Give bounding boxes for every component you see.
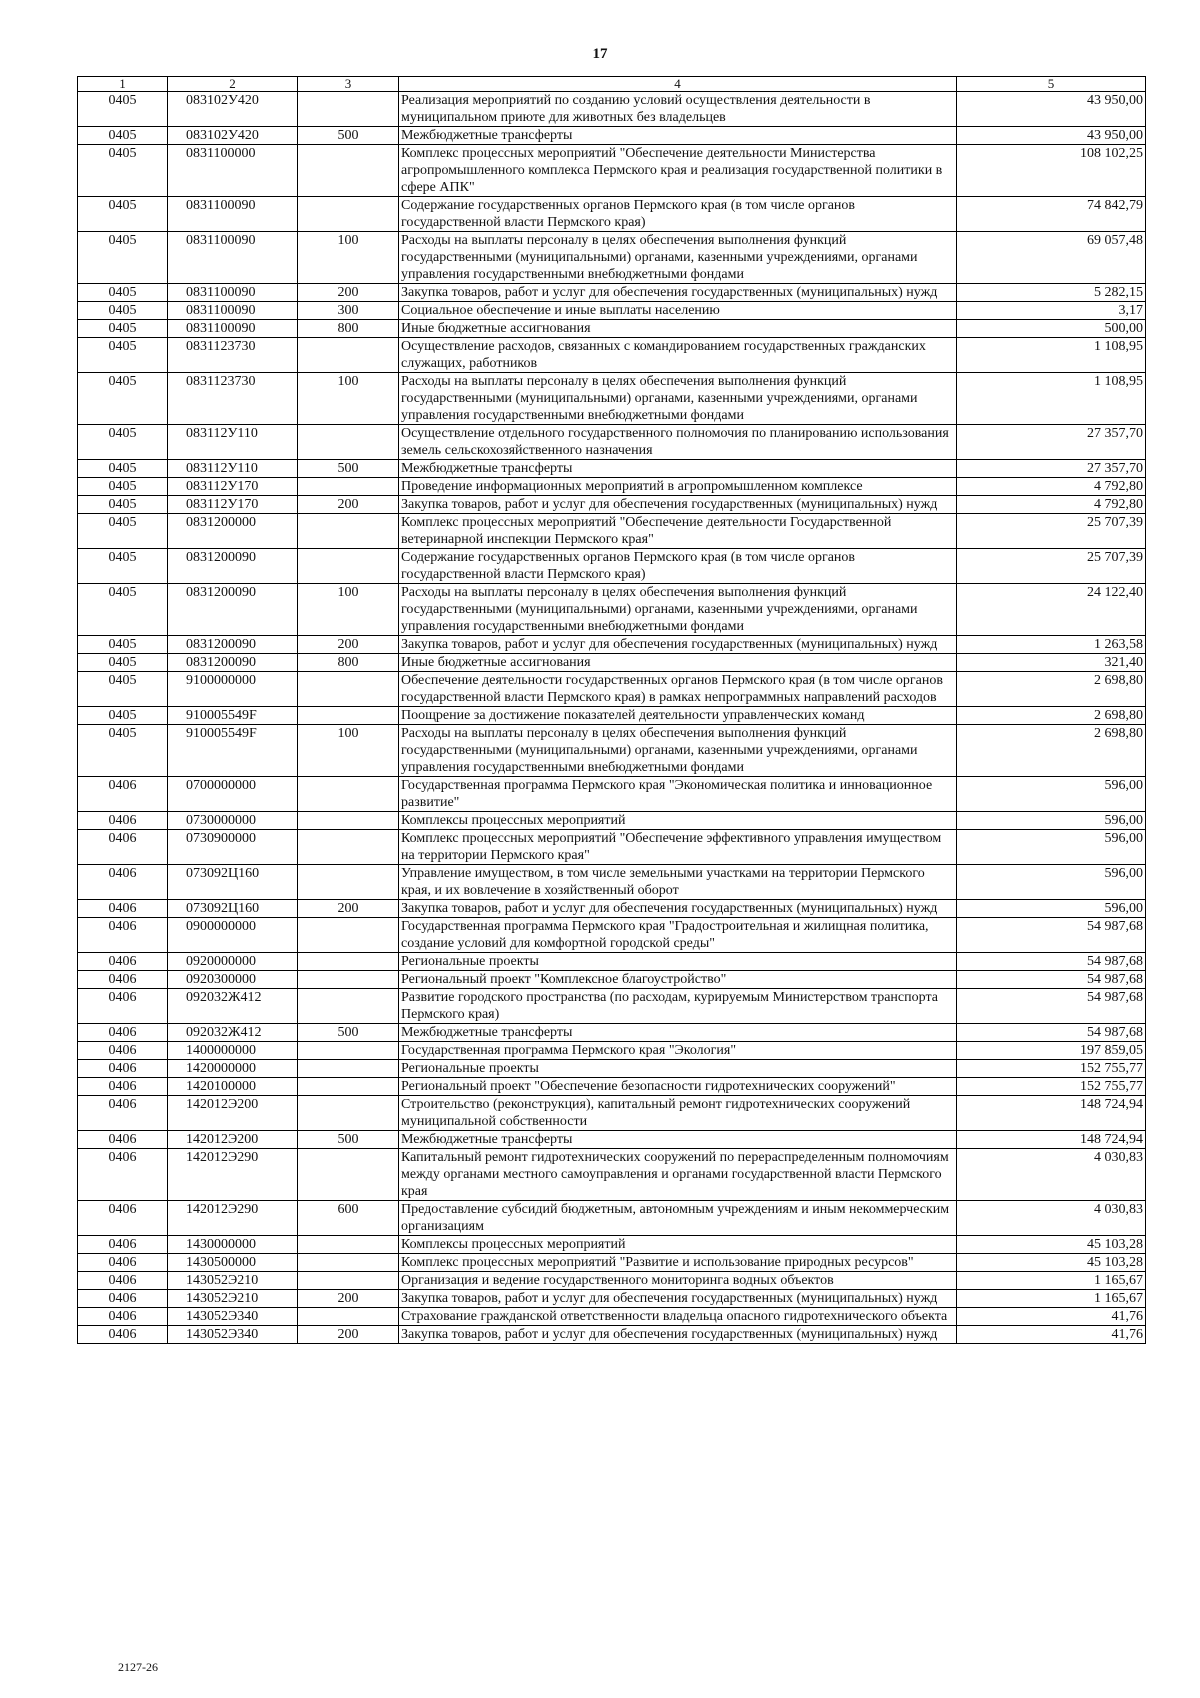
amount-cell: 5 282,15 bbox=[957, 284, 1146, 302]
table-row bbox=[78, 1272, 1146, 1290]
target-code-cell: 143052Э340 bbox=[168, 1308, 298, 1326]
target-code-cell: 142012Э200 bbox=[168, 1131, 298, 1149]
target-code-cell: 1430000000 bbox=[168, 1236, 298, 1254]
table-row bbox=[78, 197, 1146, 232]
table-row bbox=[78, 1308, 1146, 1326]
section-code-cell: 0405 bbox=[78, 338, 168, 373]
expense-type-cell bbox=[298, 1236, 399, 1254]
description-cell: Реализация мероприятий по созданию условий осуществления деятельности в муниципальном приюте для животных без владельцев bbox=[399, 92, 957, 127]
description-cell: Поощрение за достижение показателей деятельности управленческих команд bbox=[399, 707, 957, 725]
amount-cell: 2 698,80 bbox=[957, 725, 1146, 777]
description-cell: Расходы на выплаты персоналу в целях обеспечения выполнения функций государственными (муниципальными) органами, казенными учреждениями, органами управления государственными внебюджетными фондами bbox=[399, 232, 957, 284]
table-row bbox=[78, 725, 1146, 777]
amount-cell: 108 102,25 bbox=[957, 145, 1146, 197]
description-cell: Государственная программа Пермского края "Градостроительная и жилищная политика, создание условий для комфортной городской среды" bbox=[399, 918, 957, 953]
section-code-cell: 0406 bbox=[78, 1149, 168, 1201]
amount-cell: 1 165,67 bbox=[957, 1272, 1146, 1290]
description-cell: Комплекс процессных мероприятий "Обеспечение деятельности Государственной ветеринарной инспекции Пермского края" bbox=[399, 514, 957, 549]
section-code-cell: 0406 bbox=[78, 1326, 168, 1344]
description-cell: Комплекс процессных мероприятий "Развитие и использование природных ресурсов" bbox=[399, 1254, 957, 1272]
description-cell: Комплексы процессных мероприятий bbox=[399, 812, 957, 830]
section-code-cell: 0406 bbox=[78, 1096, 168, 1131]
document-code: 2127-26 bbox=[118, 1660, 158, 1674]
table-row bbox=[78, 654, 1146, 672]
amount-cell: 596,00 bbox=[957, 777, 1146, 812]
amount-cell: 4 792,80 bbox=[957, 496, 1146, 514]
description-cell: Закупка товаров, работ и услуг для обеспечения государственных (муниципальных) нужд bbox=[399, 496, 957, 514]
expense-type-cell: 800 bbox=[298, 654, 399, 672]
amount-cell: 596,00 bbox=[957, 830, 1146, 865]
section-code-cell: 0405 bbox=[78, 145, 168, 197]
expense-type-cell: 200 bbox=[298, 1326, 399, 1344]
expense-type-cell: 200 bbox=[298, 900, 399, 918]
column-header-4: 4 bbox=[399, 77, 957, 92]
section-code-cell: 0406 bbox=[78, 900, 168, 918]
amount-cell: 45 103,28 bbox=[957, 1236, 1146, 1254]
table-row bbox=[78, 865, 1146, 900]
amount-cell: 596,00 bbox=[957, 900, 1146, 918]
section-code-cell: 0406 bbox=[78, 1236, 168, 1254]
table-row bbox=[78, 1131, 1146, 1149]
description-cell: Расходы на выплаты персоналу в целях обеспечения выполнения функций государственными (муниципальными) органами, казенными учреждениями, органами управления государственными внебюджетными фондами bbox=[399, 584, 957, 636]
amount-cell: 4 792,80 bbox=[957, 478, 1146, 496]
section-code-cell: 0405 bbox=[78, 654, 168, 672]
description-cell: Закупка товаров, работ и услуг для обеспечения государственных (муниципальных) нужд bbox=[399, 284, 957, 302]
section-code-cell: 0406 bbox=[78, 830, 168, 865]
description-cell: Предоставление субсидий бюджетным, автономным учреждениям и иным некоммерческим организациям bbox=[399, 1201, 957, 1236]
amount-cell: 54 987,68 bbox=[957, 971, 1146, 989]
amount-cell: 1 108,95 bbox=[957, 373, 1146, 425]
amount-cell: 54 987,68 bbox=[957, 989, 1146, 1024]
expense-type-cell bbox=[298, 918, 399, 953]
amount-cell: 54 987,68 bbox=[957, 1024, 1146, 1042]
table-row bbox=[78, 918, 1146, 953]
section-code-cell: 0405 bbox=[78, 672, 168, 707]
description-cell: Осуществление отдельного государственного полномочия по планированию использования земель сельскохозяйственного назначения bbox=[399, 425, 957, 460]
target-code-cell: 0831100090 bbox=[168, 284, 298, 302]
description-cell: Развитие городского пространства (по расходам, курируемым Министерством транспорта Пермского края) bbox=[399, 989, 957, 1024]
amount-cell: 43 950,00 bbox=[957, 92, 1146, 127]
table-row bbox=[78, 1236, 1146, 1254]
budget-table bbox=[77, 76, 1146, 1344]
section-code-cell: 0405 bbox=[78, 92, 168, 127]
target-code-cell: 1420000000 bbox=[168, 1060, 298, 1078]
target-code-cell: 910005549F bbox=[168, 725, 298, 777]
section-code-cell: 0405 bbox=[78, 707, 168, 725]
table-row bbox=[78, 777, 1146, 812]
description-cell: Государственная программа Пермского края "Экономическая политика и инновационное развитие" bbox=[399, 777, 957, 812]
target-code-cell: 083102У420 bbox=[168, 92, 298, 127]
expense-type-cell bbox=[298, 1308, 399, 1326]
amount-cell: 27 357,70 bbox=[957, 425, 1146, 460]
expense-type-cell bbox=[298, 1060, 399, 1078]
section-code-cell: 0406 bbox=[78, 918, 168, 953]
expense-type-cell bbox=[298, 830, 399, 865]
target-code-cell: 092032Ж412 bbox=[168, 989, 298, 1024]
section-code-cell: 0405 bbox=[78, 127, 168, 145]
section-code-cell: 0406 bbox=[78, 1042, 168, 1060]
expense-type-cell: 600 bbox=[298, 1201, 399, 1236]
amount-cell: 41,76 bbox=[957, 1308, 1146, 1326]
amount-cell: 1 165,67 bbox=[957, 1290, 1146, 1308]
description-cell: Межбюджетные трансферты bbox=[399, 1024, 957, 1042]
description-cell: Региональный проект "Обеспечение безопасности гидротехнических сооружений" bbox=[399, 1078, 957, 1096]
amount-cell: 152 755,77 bbox=[957, 1078, 1146, 1096]
description-cell: Закупка товаров, работ и услуг для обеспечения государственных (муниципальных) нужд bbox=[399, 1290, 957, 1308]
table-row bbox=[78, 1096, 1146, 1131]
section-code-cell: 0405 bbox=[78, 514, 168, 549]
amount-cell: 152 755,77 bbox=[957, 1060, 1146, 1078]
expense-type-cell: 100 bbox=[298, 232, 399, 284]
section-code-cell: 0406 bbox=[78, 777, 168, 812]
section-code-cell: 0405 bbox=[78, 496, 168, 514]
expense-type-cell bbox=[298, 1078, 399, 1096]
target-code-cell: 083112У170 bbox=[168, 496, 298, 514]
description-cell: Содержание государственных органов Пермского края (в том числе органов государственной власти Пермского края) bbox=[399, 197, 957, 232]
expense-type-cell bbox=[298, 971, 399, 989]
expense-type-cell: 100 bbox=[298, 584, 399, 636]
target-code-cell: 0831200090 bbox=[168, 654, 298, 672]
expense-type-cell bbox=[298, 953, 399, 971]
description-cell: Комплекс процессных мероприятий "Обеспечение деятельности Министерства агропромышленного комплекса Пермского края и реализация государственной политики в сфере АПК" bbox=[399, 145, 957, 197]
section-code-cell: 0405 bbox=[78, 302, 168, 320]
description-cell: Иные бюджетные ассигнования bbox=[399, 654, 957, 672]
section-code-cell: 0406 bbox=[78, 1024, 168, 1042]
expense-type-cell bbox=[298, 1272, 399, 1290]
section-code-cell: 0405 bbox=[78, 284, 168, 302]
description-cell: Комплексы процессных мероприятий bbox=[399, 1236, 957, 1254]
section-code-cell: 0406 bbox=[78, 865, 168, 900]
section-code-cell: 0406 bbox=[78, 1290, 168, 1308]
section-code-cell: 0405 bbox=[78, 197, 168, 232]
expense-type-cell bbox=[298, 145, 399, 197]
expense-type-cell bbox=[298, 865, 399, 900]
amount-cell: 45 103,28 bbox=[957, 1254, 1146, 1272]
description-cell: Комплекс процессных мероприятий "Обеспечение эффективного управления имуществом на территории Пермского края" bbox=[399, 830, 957, 865]
target-code-cell: 143052Э210 bbox=[168, 1290, 298, 1308]
target-code-cell: 910005549F bbox=[168, 707, 298, 725]
expense-type-cell bbox=[298, 812, 399, 830]
amount-cell: 2 698,80 bbox=[957, 672, 1146, 707]
description-cell: Строительство (реконструкция), капитальный ремонт гидротехнических сооружений муниципальной собственности bbox=[399, 1096, 957, 1131]
amount-cell: 148 724,94 bbox=[957, 1131, 1146, 1149]
expense-type-cell bbox=[298, 197, 399, 232]
description-cell: Региональные проекты bbox=[399, 1060, 957, 1078]
expense-type-cell bbox=[298, 425, 399, 460]
table-row bbox=[78, 1060, 1146, 1078]
description-cell: Страхование гражданской ответственности владельца опасного гидротехнического объекта bbox=[399, 1308, 957, 1326]
description-cell: Межбюджетные трансферты bbox=[399, 460, 957, 478]
target-code-cell: 0700000000 bbox=[168, 777, 298, 812]
table-row bbox=[78, 900, 1146, 918]
section-code-cell: 0405 bbox=[78, 478, 168, 496]
description-cell: Закупка товаров, работ и услуг для обеспечения государственных (муниципальных) нужд bbox=[399, 900, 957, 918]
table-row bbox=[78, 496, 1146, 514]
table-row bbox=[78, 1024, 1146, 1042]
amount-cell: 148 724,94 bbox=[957, 1096, 1146, 1131]
table-row bbox=[78, 1326, 1146, 1344]
amount-cell: 41,76 bbox=[957, 1326, 1146, 1344]
table-row bbox=[78, 1042, 1146, 1060]
description-cell: Расходы на выплаты персоналу в целях обеспечения выполнения функций государственными (муниципальными) органами, казенными учреждениями, органами управления государственными внебюджетными фондами bbox=[399, 373, 957, 425]
section-code-cell: 0406 bbox=[78, 1308, 168, 1326]
expense-type-cell: 300 bbox=[298, 302, 399, 320]
table-row bbox=[78, 92, 1146, 127]
section-code-cell: 0405 bbox=[78, 636, 168, 654]
target-code-cell: 142012Э290 bbox=[168, 1201, 298, 1236]
target-code-cell: 0831123730 bbox=[168, 373, 298, 425]
expense-type-cell bbox=[298, 92, 399, 127]
expense-type-cell bbox=[298, 549, 399, 584]
table-row bbox=[78, 830, 1146, 865]
target-code-cell: 073092Ц160 bbox=[168, 900, 298, 918]
target-code-cell: 0730900000 bbox=[168, 830, 298, 865]
section-code-cell: 0406 bbox=[78, 971, 168, 989]
expense-type-cell: 500 bbox=[298, 1131, 399, 1149]
table-row bbox=[78, 1254, 1146, 1272]
target-code-cell: 1430500000 bbox=[168, 1254, 298, 1272]
expense-type-cell bbox=[298, 1254, 399, 1272]
target-code-cell: 0831123730 bbox=[168, 338, 298, 373]
expense-type-cell: 100 bbox=[298, 373, 399, 425]
table-row bbox=[78, 425, 1146, 460]
section-code-cell: 0405 bbox=[78, 549, 168, 584]
target-code-cell: 0831100000 bbox=[168, 145, 298, 197]
expense-type-cell bbox=[298, 1149, 399, 1201]
table-row bbox=[78, 145, 1146, 197]
expense-type-cell: 200 bbox=[298, 636, 399, 654]
description-cell: Капитальный ремонт гидротехнических сооружений по перераспределенным полномочиям между органами местного самоуправления и органами государственной власти Пермского края bbox=[399, 1149, 957, 1201]
header-row bbox=[78, 77, 1146, 92]
table-row bbox=[78, 812, 1146, 830]
expense-type-cell: 100 bbox=[298, 725, 399, 777]
section-code-cell: 0406 bbox=[78, 1272, 168, 1290]
description-cell: Организация и ведение государственного мониторинга водных объектов bbox=[399, 1272, 957, 1290]
description-cell: Межбюджетные трансферты bbox=[399, 127, 957, 145]
target-code-cell: 0900000000 bbox=[168, 918, 298, 953]
description-cell: Закупка товаров, работ и услуг для обеспечения государственных (муниципальных) нужд bbox=[399, 636, 957, 654]
target-code-cell: 0831200000 bbox=[168, 514, 298, 549]
table-row bbox=[78, 989, 1146, 1024]
table-row bbox=[78, 707, 1146, 725]
section-code-cell: 0406 bbox=[78, 1131, 168, 1149]
amount-cell: 596,00 bbox=[957, 865, 1146, 900]
section-code-cell: 0405 bbox=[78, 584, 168, 636]
expense-type-cell bbox=[298, 478, 399, 496]
table-row bbox=[78, 1149, 1146, 1201]
section-code-cell: 0405 bbox=[78, 460, 168, 478]
expense-type-cell: 200 bbox=[298, 496, 399, 514]
description-cell: Расходы на выплаты персоналу в целях обеспечения выполнения функций государственными (муниципальными) органами, казенными учреждениями, органами управления государственными внебюджетными фондами bbox=[399, 725, 957, 777]
amount-cell: 4 030,83 bbox=[957, 1149, 1146, 1201]
description-cell: Межбюджетные трансферты bbox=[399, 1131, 957, 1149]
table-row bbox=[78, 971, 1146, 989]
target-code-cell: 0831200090 bbox=[168, 584, 298, 636]
description-cell: Иные бюджетные ассигнования bbox=[399, 320, 957, 338]
expense-type-cell bbox=[298, 672, 399, 707]
amount-cell: 321,40 bbox=[957, 654, 1146, 672]
target-code-cell: 083112У110 bbox=[168, 425, 298, 460]
amount-cell: 596,00 bbox=[957, 812, 1146, 830]
target-code-cell: 1420100000 bbox=[168, 1078, 298, 1096]
target-code-cell: 0920000000 bbox=[168, 953, 298, 971]
expense-type-cell bbox=[298, 514, 399, 549]
expense-type-cell: 500 bbox=[298, 1024, 399, 1042]
section-code-cell: 0406 bbox=[78, 1254, 168, 1272]
section-code-cell: 0406 bbox=[78, 953, 168, 971]
target-code-cell: 073092Ц160 bbox=[168, 865, 298, 900]
section-code-cell: 0406 bbox=[78, 812, 168, 830]
table-row bbox=[78, 1078, 1146, 1096]
table-row bbox=[78, 320, 1146, 338]
expense-type-cell: 200 bbox=[298, 1290, 399, 1308]
description-cell: Региональные проекты bbox=[399, 953, 957, 971]
section-code-cell: 0405 bbox=[78, 425, 168, 460]
description-cell: Управление имуществом, в том числе земельными участками на территории Пермского края, и их вовлечение в хозяйственный оборот bbox=[399, 865, 957, 900]
table-row bbox=[78, 338, 1146, 373]
amount-cell: 43 950,00 bbox=[957, 127, 1146, 145]
amount-cell: 4 030,83 bbox=[957, 1201, 1146, 1236]
description-cell: Осуществление расходов, связанных с командированием государственных гражданских служащих, работников bbox=[399, 338, 957, 373]
target-code-cell: 0831200090 bbox=[168, 636, 298, 654]
description-cell: Обеспечение деятельности государственных органов Пермского края (в том числе органов государственной власти Пермского края) в рамках непрограммных направлений расходов bbox=[399, 672, 957, 707]
description-cell: Содержание государственных органов Пермского края (в том числе органов государственной власти Пермского края) bbox=[399, 549, 957, 584]
section-code-cell: 0406 bbox=[78, 1201, 168, 1236]
expense-type-cell bbox=[298, 1042, 399, 1060]
target-code-cell: 0831100090 bbox=[168, 320, 298, 338]
column-header-5: 5 bbox=[957, 77, 1146, 92]
target-code-cell: 143052Э340 bbox=[168, 1326, 298, 1344]
amount-cell: 1 263,58 bbox=[957, 636, 1146, 654]
target-code-cell: 0831100090 bbox=[168, 232, 298, 284]
description-cell: Государственная программа Пермского края "Экология" bbox=[399, 1042, 957, 1060]
target-code-cell: 083112У110 bbox=[168, 460, 298, 478]
table-row bbox=[78, 584, 1146, 636]
column-header-2: 2 bbox=[168, 77, 298, 92]
amount-cell: 3,17 bbox=[957, 302, 1146, 320]
page-number: 17 bbox=[592, 46, 608, 62]
expense-type-cell bbox=[298, 1096, 399, 1131]
section-code-cell: 0405 bbox=[78, 320, 168, 338]
table-row bbox=[78, 284, 1146, 302]
table-row bbox=[78, 127, 1146, 145]
column-header-3: 3 bbox=[298, 77, 399, 92]
target-code-cell: 083102У420 bbox=[168, 127, 298, 145]
table-row bbox=[78, 302, 1146, 320]
amount-cell: 2 698,80 bbox=[957, 707, 1146, 725]
table-row bbox=[78, 953, 1146, 971]
table-row bbox=[78, 460, 1146, 478]
table-row bbox=[78, 514, 1146, 549]
amount-cell: 197 859,05 bbox=[957, 1042, 1146, 1060]
expense-type-cell: 200 bbox=[298, 284, 399, 302]
description-cell: Социальное обеспечение и иные выплаты населению bbox=[399, 302, 957, 320]
section-code-cell: 0406 bbox=[78, 989, 168, 1024]
amount-cell: 27 357,70 bbox=[957, 460, 1146, 478]
description-cell: Проведение информационных мероприятий в агропромышленном комплексе bbox=[399, 478, 957, 496]
target-code-cell: 0730000000 bbox=[168, 812, 298, 830]
amount-cell: 25 707,39 bbox=[957, 514, 1146, 549]
expense-type-cell bbox=[298, 338, 399, 373]
target-code-cell: 143052Э210 bbox=[168, 1272, 298, 1290]
target-code-cell: 0831200090 bbox=[168, 549, 298, 584]
expense-type-cell bbox=[298, 989, 399, 1024]
column-header-1: 1 bbox=[78, 77, 168, 92]
target-code-cell: 0831100090 bbox=[168, 197, 298, 232]
amount-cell: 500,00 bbox=[957, 320, 1146, 338]
section-code-cell: 0405 bbox=[78, 232, 168, 284]
amount-cell: 54 987,68 bbox=[957, 918, 1146, 953]
expense-type-cell: 800 bbox=[298, 320, 399, 338]
target-code-cell: 0831100090 bbox=[168, 302, 298, 320]
section-code-cell: 0405 bbox=[78, 373, 168, 425]
section-code-cell: 0406 bbox=[78, 1078, 168, 1096]
table-row bbox=[78, 549, 1146, 584]
target-code-cell: 142012Э200 bbox=[168, 1096, 298, 1131]
amount-cell: 25 707,39 bbox=[957, 549, 1146, 584]
expense-type-cell: 500 bbox=[298, 460, 399, 478]
target-code-cell: 083112У170 bbox=[168, 478, 298, 496]
target-code-cell: 0920300000 bbox=[168, 971, 298, 989]
table-row bbox=[78, 373, 1146, 425]
description-cell: Региональный проект "Комплексное благоустройство" bbox=[399, 971, 957, 989]
amount-cell: 54 987,68 bbox=[957, 953, 1146, 971]
target-code-cell: 9100000000 bbox=[168, 672, 298, 707]
table-row bbox=[78, 1290, 1146, 1308]
target-code-cell: 142012Э290 bbox=[168, 1149, 298, 1201]
table-row bbox=[78, 232, 1146, 284]
table-row bbox=[78, 1201, 1146, 1236]
amount-cell: 69 057,48 bbox=[957, 232, 1146, 284]
expense-type-cell bbox=[298, 707, 399, 725]
amount-cell: 74 842,79 bbox=[957, 197, 1146, 232]
table-row bbox=[78, 478, 1146, 496]
target-code-cell: 1400000000 bbox=[168, 1042, 298, 1060]
amount-cell: 24 122,40 bbox=[957, 584, 1146, 636]
section-code-cell: 0405 bbox=[78, 725, 168, 777]
description-cell: Закупка товаров, работ и услуг для обеспечения государственных (муниципальных) нужд bbox=[399, 1326, 957, 1344]
target-code-cell: 092032Ж412 bbox=[168, 1024, 298, 1042]
expense-type-cell: 500 bbox=[298, 127, 399, 145]
expense-type-cell bbox=[298, 777, 399, 812]
amount-cell: 1 108,95 bbox=[957, 338, 1146, 373]
table-row bbox=[78, 672, 1146, 707]
table-row bbox=[78, 636, 1146, 654]
section-code-cell: 0406 bbox=[78, 1060, 168, 1078]
table-body bbox=[78, 92, 1146, 1344]
